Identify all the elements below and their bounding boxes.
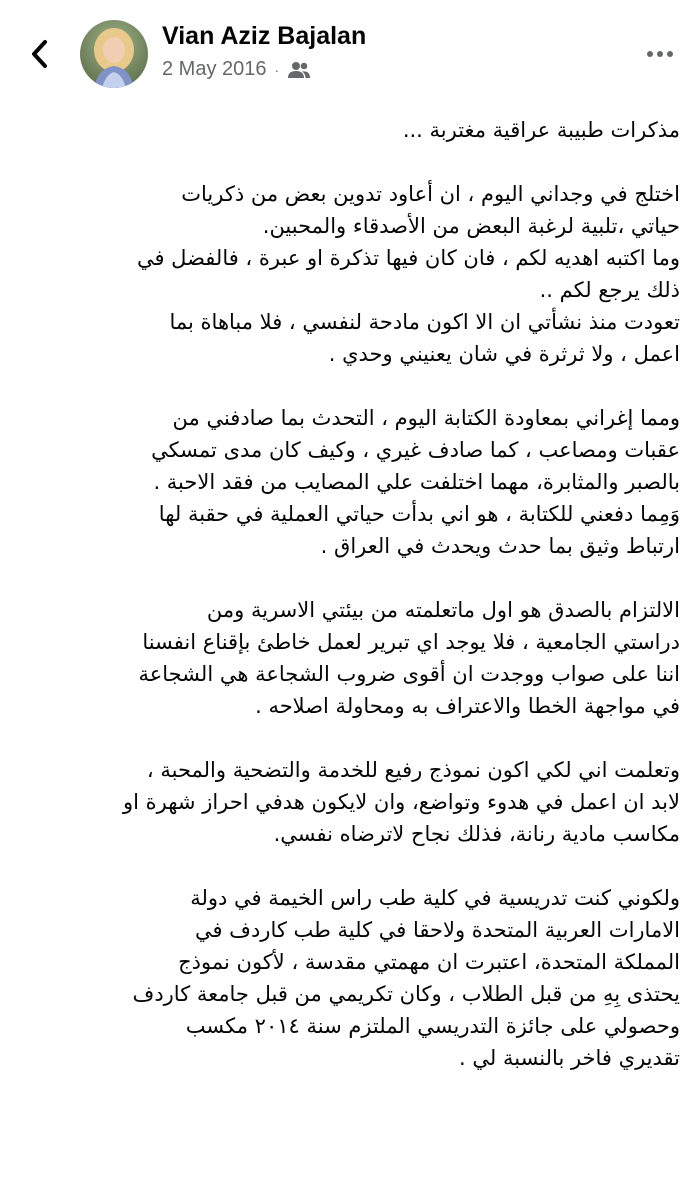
post-meta xyxy=(162,58,311,81)
post-paragraph: ومما إغراني بمعاودة الكتابة اليوم ، التحدث بما صادفني من عقبات ومصاعب ، كما صادف غيري ، وكيف كان مدى تمسكي بالصبر والمثابرة، مهما اختلفت علي المصايب من فقد الاحبة . وَمِما دفعني للكتابة ، هو اني بدأت حياتي العملية في حقبة لها ارتباط وثيق بما حدث ويحدث في العراق . xyxy=(151,406,680,558)
post-title: مذكرات طبيبة عراقية مغتربة ... xyxy=(402,118,680,142)
post-paragraph: ولكوني كنت تدريسية في كلية طب راس الخيمة في دولة الامارات العربية المتحدة ولاحقا في كلية طب كاردف في المملكة المتحدة، اعتبرت ان مهمتي مقدسة ، لأكون نموذج يحتذى بِهِ من قبل الطلاب ، وكان تكريمي من قبل جامعة كاردف وحصولي على جائزة التدريسي الملتزم سنة ٢٠١٤ مكسب تقديري فاخر بالنسبة لي . xyxy=(132,886,680,1070)
meta-separator: · xyxy=(274,61,280,78)
friends-icon[interactable] xyxy=(287,61,311,79)
more-options-icon xyxy=(646,50,674,58)
post-paragraph: اختلج في وجداني اليوم ، ان أعاود تدوين بعض من ذكريات حياتي ،تلبية لرغبة البعض من الأصدقاء والمحبين. وما اكتبه اهديه لكم ، فان كان فيها تذكرة او عبرة ، فالفضل في ذلك يرجع لكم .. تعودت منذ نشأتي ان الا اكون مادحة لنفسي ، فلا مباهاة بما اعمل ، ولا ثرثرة في شان يعنيني وحدي . xyxy=(136,182,680,366)
more-options-button[interactable] xyxy=(645,42,675,66)
post-header xyxy=(0,0,697,108)
back-button[interactable] xyxy=(22,36,58,72)
post-paragraph: الالتزام بالصدق هو اول ماتعلمته من بيئتي الاسرية ومن دراستي الجامعية ، فلا يوجد اي تبرير لعمل خاطئ بإقناع انفسنا اننا على صواب ووجدت ان أقوى ضروب الشجاعة هي الشجاعة في مواجهة الخطا والاعتراف به ومحاولة اصلاحه . xyxy=(138,598,680,718)
author-name[interactable]: Vian Aziz Bajalan xyxy=(162,22,367,50)
avatar[interactable] xyxy=(80,20,148,88)
post-paragraph: وتعلمت اني لكي اكون نموذج رفيع للخدمة والتضحية والمحبة ، لابد ان اعمل في هدوء وتواضع، وان لايكون هدفي احراز شهرة او مكاسب مادية رنانة، فذلك نجاح لاترضاه نفسي. xyxy=(123,758,680,846)
chevron-left-icon xyxy=(29,39,51,69)
profile-photo xyxy=(80,20,148,88)
post-body xyxy=(14,114,680,1106)
post-date[interactable]: 2 May 2016 xyxy=(162,58,267,80)
